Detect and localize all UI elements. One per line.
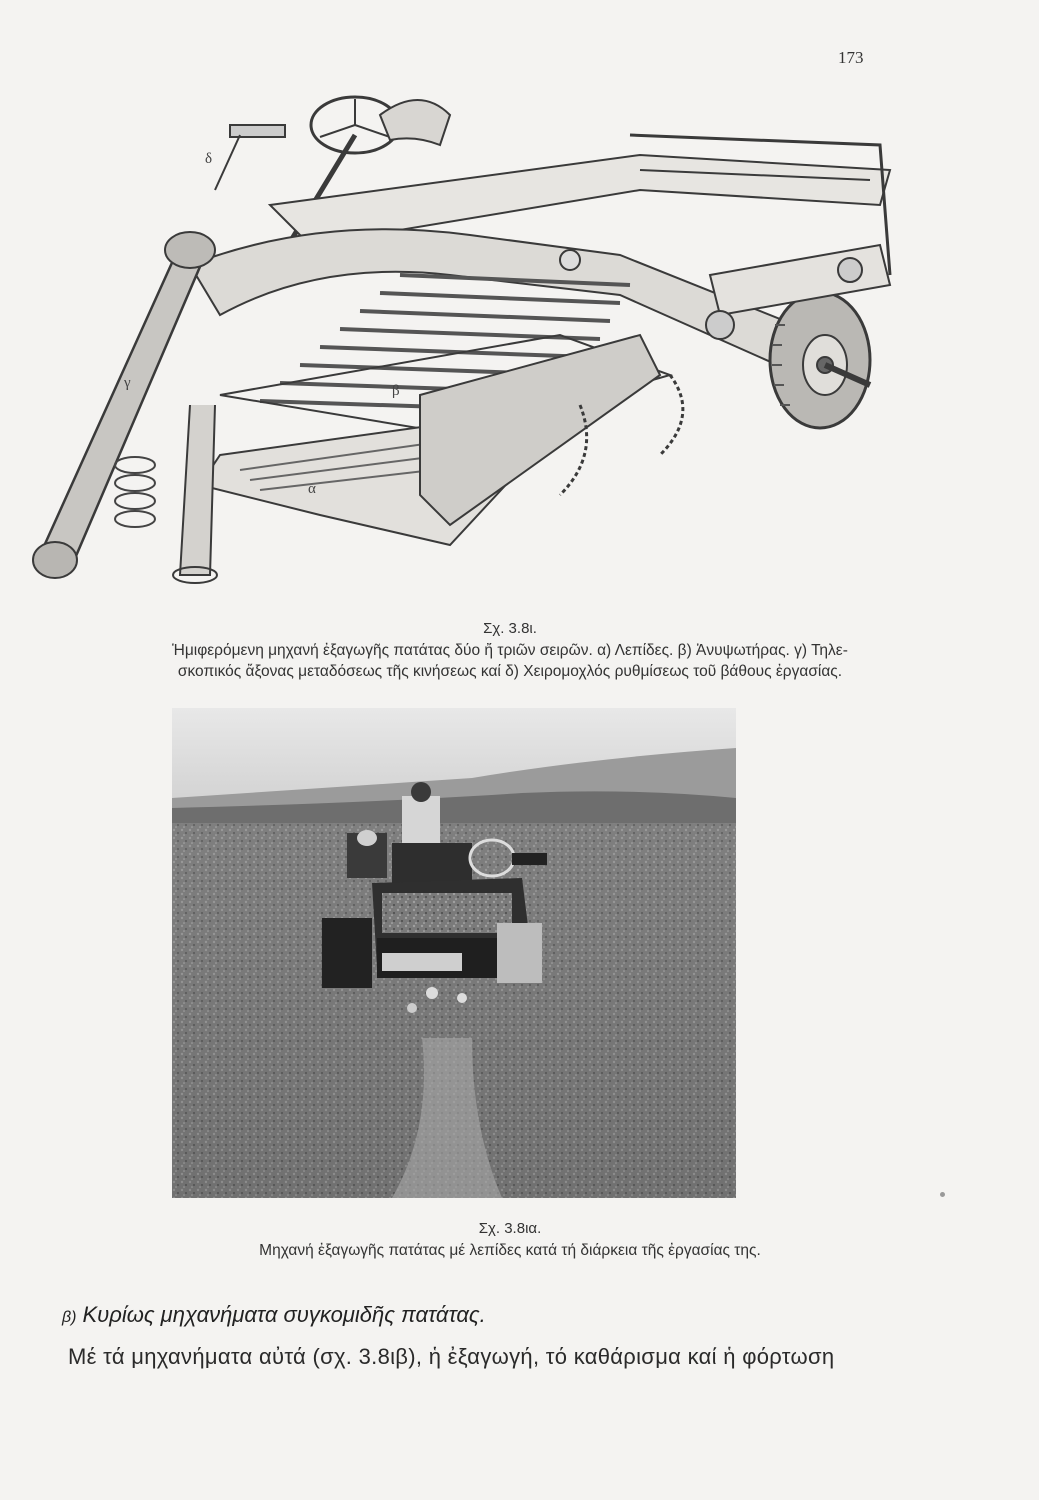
callout-g: γ [124,375,131,391]
figure-1-caption-title: Σχ. 3.8ι. [483,620,537,637]
callout-b: β [392,383,400,399]
figure-2-caption [140,1218,880,1261]
body-paragraph-line: Μέ τά μηχανήματα αὐτά (σχ. 3.8ιβ), ἡ ἐξαγωγή, τό καθάρισμα καί ἡ φόρτωση [68,1344,835,1369]
callout-d: δ [205,151,213,167]
stray-mark [940,1192,945,1197]
field-photograph [172,708,736,1198]
section-heading [62,1302,486,1328]
potato-digger-drawing [20,75,900,590]
section-heading-text: Κυρίως μηχανήματα συγκομιδῆς πατάτας. [82,1302,486,1327]
callout-a: α [308,481,316,497]
figure-2-caption-title: Σχ. 3.8ια. [478,1220,542,1237]
section-marker: β) [62,1309,77,1326]
figure-1-caption-line-2: σκοπικός ἄξονας μεταδόσεως τῆς κινήσεως καί δ) Χειρομοχλός ρυθμίσεως τοῦ βάθους ἐργασίας. [177,663,843,680]
figure-2-caption-line-1: Μηχανή ἐξαγωγῆς πατάτας μέ λεπίδες κατά τή διάρκεια τῆς ἐργασίας της. [259,1242,761,1259]
figure-1-caption [125,618,895,682]
page-number: 173 [838,48,864,67]
figure-1-caption-line-1: Ἡμιφερόμενη μηχανή ἐξαγωγῆς πατάτας δύο ἤ τριῶν σειρῶν. α) Λεπίδες. β) Ἀνυψωτήρας. γ) Τηλε- [172,642,848,659]
